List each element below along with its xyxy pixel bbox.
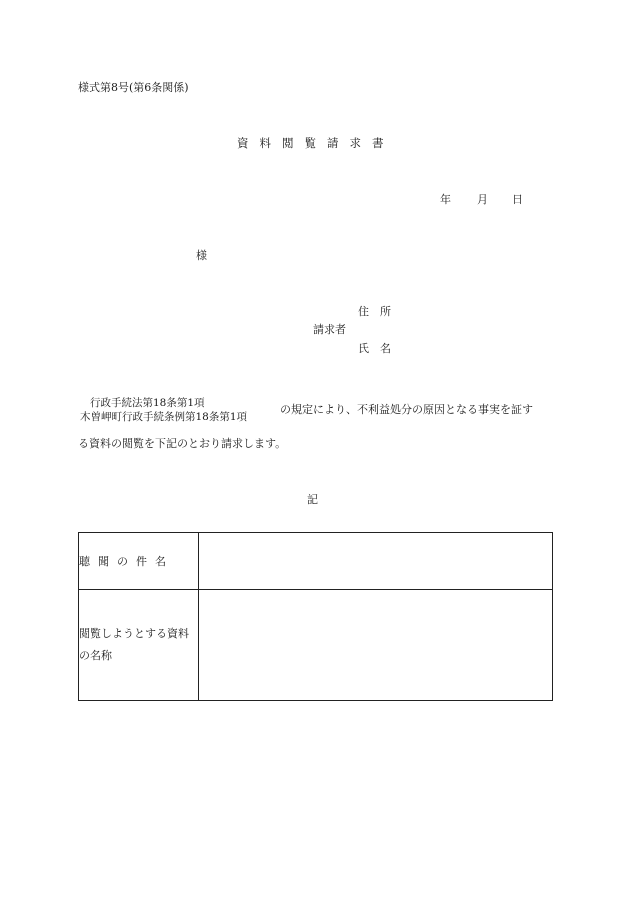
date-day-label: 日 [512,193,523,206]
law-reference-1: 行政手続法第18条第1項 [90,397,205,409]
hearing-subject-field[interactable] [199,533,553,590]
hearing-subject-label: 聴聞の件名 [79,555,174,568]
law-references [80,396,248,424]
table-label-cell [79,533,199,590]
body-text-line1: の規定により、不利益処分の原因となる事実を証す [280,403,533,416]
form-number: 様式第8号(第6条関係) [78,81,189,94]
requested-material-label: 閲覧しようとする資料の名称 [79,627,189,662]
date-year-label: 年 [440,193,451,206]
requester-address-label: 住 所 [358,305,391,318]
request-details-table [78,532,553,701]
requested-material-field[interactable] [199,590,553,701]
date-month-label: 月 [477,193,488,206]
law-reference-2: 木曽岬町行政手続条例第18条第1項 [80,411,248,423]
document-title: 資料閲覧請求書 [237,136,395,150]
table-row [79,533,553,590]
table-label-cell [79,590,199,701]
requester-name-label: 氏 名 [358,342,391,355]
date-line [440,194,530,208]
table-row [79,590,553,701]
note-heading: 記 [307,493,318,506]
requester-role-label: 請求者 [313,323,346,336]
body-text-line2: る資料の閲覧を下記のとおり請求します。 [78,437,287,450]
addressee-suffix: 様 [196,249,207,262]
